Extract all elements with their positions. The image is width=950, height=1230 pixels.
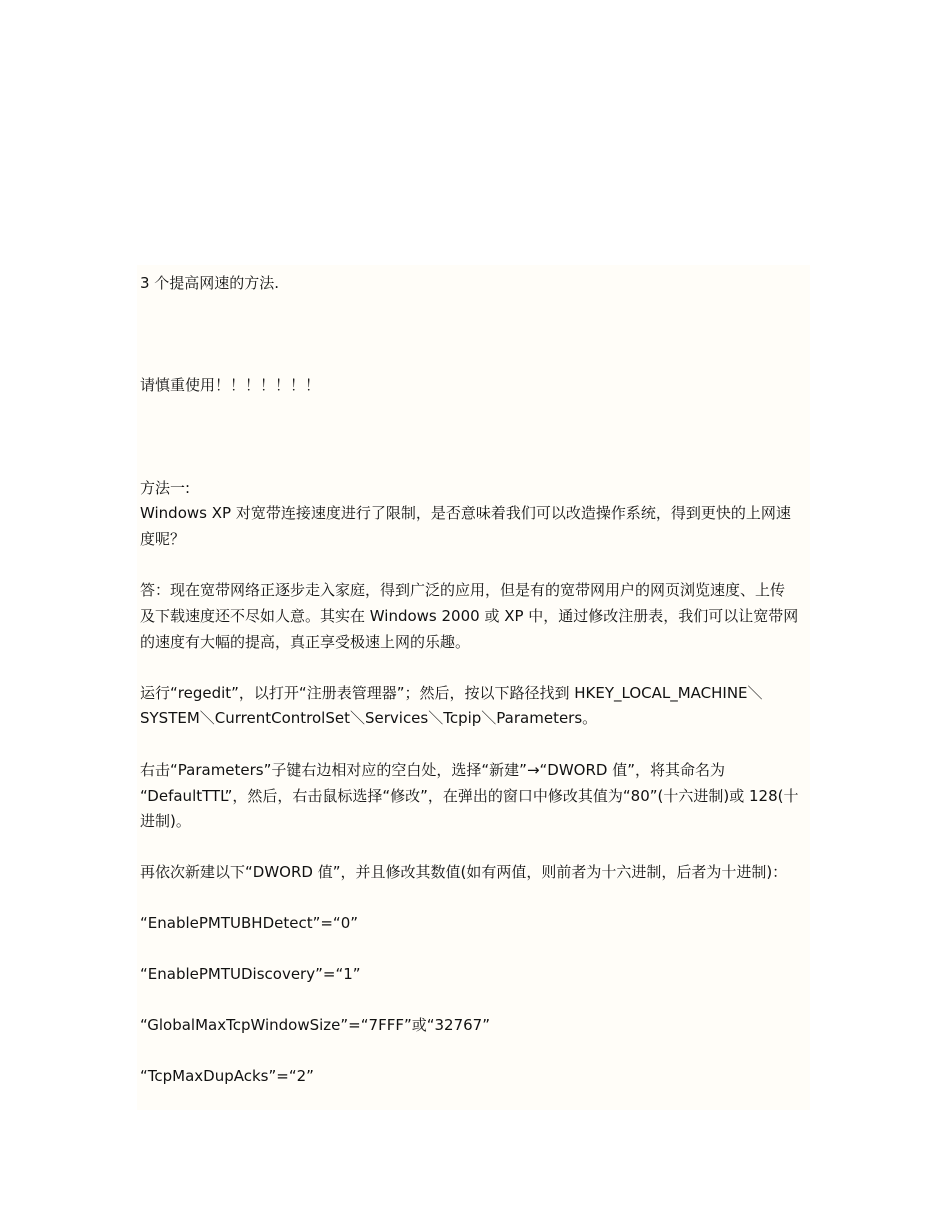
step1-line-2: SYSTEM＼CurrentControlSet＼Services＼Tcpip＼Parameters。	[140, 709, 598, 727]
step1-line-1: 运行“regedit”，以打开“注册表管理器”；然后，按以下路径找到 HKEY_LOCAL_MACHINE＼	[140, 684, 763, 702]
question-line-2: 度呢？	[140, 530, 186, 548]
answer-line-1: 答：现在宽带网络正逐步走入家庭，得到广泛的应用，但是有的宽带网用户的网页浏览速度、上传	[140, 581, 786, 599]
registry-value-tcp-max-dup-acks: “TcpMaxDupAcks”=“2”	[140, 1067, 314, 1085]
step2-line-2: “DefaultTTL”，然后，右击鼠标选择“修改”，在弹出的窗口中修改其值为“80”(十六进制)或 128(十	[140, 787, 799, 805]
step3-line-1: 再依次新建以下“DWORD 值”，并且修改其数值(如有两值，则前者为十六进制，后者为十进制)：	[140, 863, 788, 881]
answer-line-2: 及下载速度还不尽如人意。其实在 Windows 2000 或 XP 中，通过修改注册表，我们可以让宽带网	[140, 607, 799, 625]
step2-line-1: 右击“Parameters”子键右边相对应的空白处，选择“新建”→“DWORD 值”，将其命名为	[140, 761, 725, 779]
registry-value-enable-pmtubh: “EnablePMTUBHDetect”=“0”	[140, 914, 359, 932]
document-title: 3 个提高网速的方法.	[140, 274, 280, 292]
registry-value-global-max-window: “GlobalMaxTcpWindowSize”=“7FFF”或“32767”	[140, 1016, 490, 1034]
warning-text: 请慎重使用！！！！！！！	[140, 376, 321, 394]
step2-line-3: 进制)。	[140, 812, 191, 830]
question-line-1: Windows XP 对宽带连接速度进行了限制，是否意味着我们可以改造操作系统，得到更快的上网速	[140, 504, 791, 522]
registry-value-enable-pmtu-discovery: “EnablePMTUDiscovery”=“1”	[140, 965, 361, 983]
answer-line-3: 的速度有大幅的提高，真正享受极速上网的乐趣。	[140, 633, 471, 651]
method-heading: 方法一:	[140, 479, 191, 497]
